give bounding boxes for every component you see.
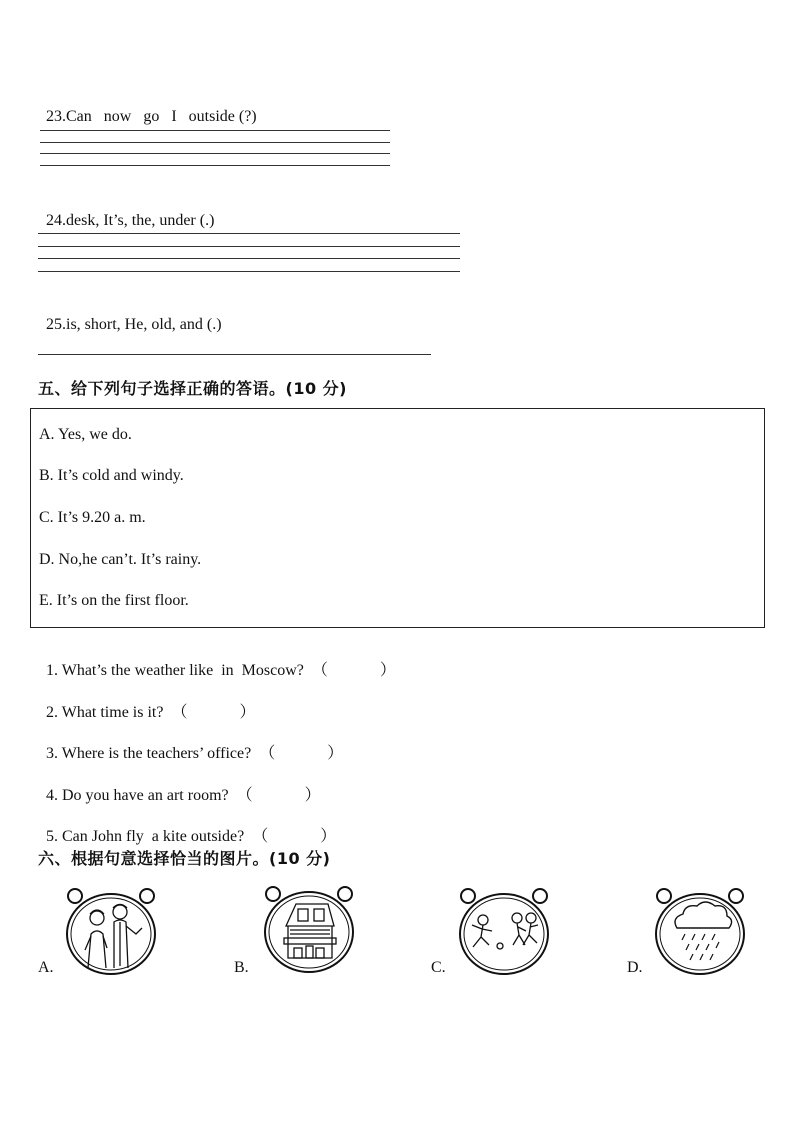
- answer-blank[interactable]: （ ）: [236, 787, 321, 804]
- question-text: Can now go I outside (?): [66, 108, 257, 125]
- house-icon[interactable]: [260, 882, 358, 974]
- matching-question-5: [38, 805, 336, 846]
- question-text: desk, It’s, the, under (.): [66, 212, 215, 229]
- answer-options-box: [30, 408, 765, 628]
- question-number: 23.: [46, 108, 66, 125]
- question-text: 5. Can John fly a kite outside?: [46, 828, 245, 845]
- answer-line[interactable]: [40, 165, 390, 166]
- answer-blank[interactable]: （ ）: [259, 745, 344, 762]
- question-number: 24.: [46, 212, 66, 229]
- answer-line[interactable]: [38, 246, 460, 247]
- option-e: E. It’s on the first floor.: [39, 592, 189, 609]
- matching-question-1: [38, 639, 396, 680]
- question-25: [38, 295, 222, 335]
- two-people-icon[interactable]: [62, 884, 160, 976]
- matching-question-4: [38, 764, 321, 805]
- question-text: is, short, He, old, and (.): [66, 316, 222, 333]
- answer-line[interactable]: [38, 258, 460, 259]
- answer-line[interactable]: [38, 233, 460, 234]
- option-b: B. It’s cold and windy.: [39, 467, 184, 484]
- question-24: [38, 191, 214, 231]
- rain-cloud-icon[interactable]: [651, 884, 749, 976]
- option-a: A. Yes, we do.: [39, 426, 132, 443]
- option-d: D. No,he can’t. It’s rainy.: [39, 551, 202, 568]
- picture-label-a: A.: [38, 959, 54, 976]
- question-23: [38, 87, 257, 127]
- answer-blank[interactable]: （ ）: [311, 662, 396, 679]
- answer-line[interactable]: [40, 130, 390, 131]
- matching-question-3: [38, 722, 343, 763]
- answer-line[interactable]: [38, 354, 431, 355]
- section-5-title: 五、给下列句子选择正确的答语。(10 分): [38, 379, 347, 398]
- question-number: 25.: [46, 316, 66, 333]
- question-text: 3. Where is the teachers’ office?: [46, 745, 252, 762]
- question-text: 1. What’s the weather like in Moscow?: [46, 662, 304, 679]
- picture-label-d: D.: [627, 959, 643, 976]
- section-6-title: 六、根据句意选择恰当的图片。(10 分): [38, 849, 331, 868]
- answer-blank[interactable]: （ ）: [171, 704, 256, 721]
- picture-label-c: C.: [431, 959, 446, 976]
- option-c: C. It’s 9.20 a. m.: [39, 509, 146, 526]
- children-playing-icon[interactable]: [455, 884, 553, 976]
- answer-blank[interactable]: （ ）: [252, 828, 337, 845]
- picture-label-b: B.: [234, 959, 249, 976]
- matching-question-2: [38, 681, 256, 722]
- answer-line[interactable]: [40, 153, 390, 154]
- answer-line[interactable]: [38, 271, 460, 272]
- answer-line[interactable]: [40, 142, 390, 143]
- question-text: 2. What time is it?: [46, 704, 164, 721]
- question-text: 4. Do you have an art room?: [46, 787, 229, 804]
